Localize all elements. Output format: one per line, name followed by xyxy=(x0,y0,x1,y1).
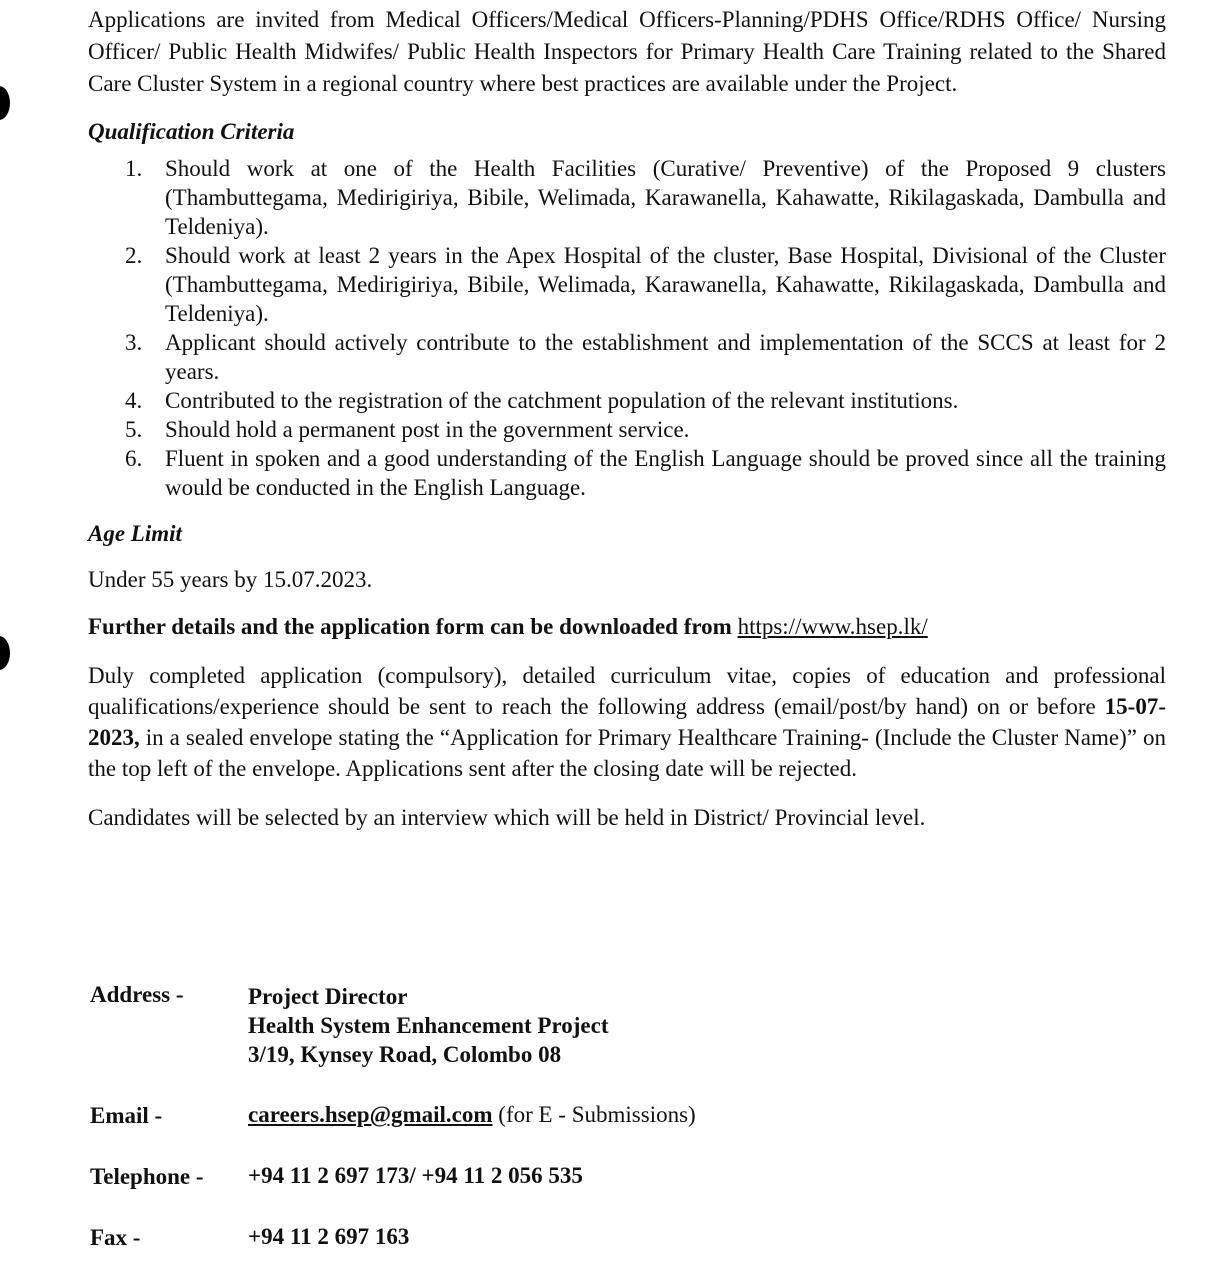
list-number: 3. xyxy=(125,330,143,355)
further-details-text: Further details and the application form can be downloaded from xyxy=(88,614,738,639)
list-item-text: Fluent in spoken and a good understanding of the English Language should be proved since all the training would be conducted in the English Language. xyxy=(165,446,1166,500)
email-label: Email - xyxy=(90,1103,163,1128)
address-line: 3/19, Kynsey Road, Colombo 08 xyxy=(248,1042,562,1067)
age-limit-heading: Age Limit xyxy=(88,521,182,546)
list-item-text: Contributed to the registration of the catchment population of the relevant institutions. xyxy=(165,388,959,413)
email-link[interactable]: careers.hsep@gmail.com xyxy=(248,1102,493,1127)
list-item xyxy=(125,154,1166,241)
submission-text: Duly completed application (compulsory), detailed curriculum vitae, copies of education and professional qualifications/experience should be sent to reach the following address (email/post/by hand) on or before xyxy=(88,663,1166,719)
submission-paragraph xyxy=(88,660,1166,784)
age-limit-text: Under 55 years by 15.07.2023. xyxy=(88,567,373,592)
website-link[interactable]: https://www.hsep.lk/ xyxy=(737,614,928,639)
list-item-text: Applicant should actively contribute to the establishment and implementation of the SCCS at least for 2 years. xyxy=(165,330,1166,384)
list-number: 2. xyxy=(125,243,143,268)
address-line: Project Director xyxy=(248,984,408,1009)
list-item-text: Should hold a permanent post in the government service. xyxy=(165,417,690,442)
telephone-label: Telephone - xyxy=(90,1164,204,1189)
submission-text: in a sealed envelope stating the “Application for Primary Healthcare Training- (Include the Cluster Name)” on the top left of the envelope. Applications sent after the closing date will be rejected. xyxy=(88,725,1166,781)
address-label: Address - xyxy=(90,982,184,1007)
document-page xyxy=(88,4,1166,833)
further-details-line xyxy=(88,611,1166,642)
list-item xyxy=(125,386,1166,415)
list-item-text: Should work at least 2 years in the Apex Hospital of the cluster, Base Hospital, Divisional of the Cluster (Thambuttegama, Medirigiriya, Bibile, Welimada, Karawanella, Kahawatte, Rikilagaskada, Dambulla and Teldeniya). xyxy=(165,243,1166,326)
punch-hole-mark xyxy=(0,636,10,670)
interview-paragraph: Candidates will be selected by an interview which will be held in District/ Provincial level. xyxy=(88,805,926,830)
email-row xyxy=(248,1100,696,1129)
telephone-value: +94 11 2 697 173/ +94 11 2 056 535 xyxy=(248,1163,583,1188)
list-number: 1. xyxy=(125,156,143,181)
list-item-text: Should work at one of the Health Facilities (Curative/ Preventive) of the Proposed 9 clusters (Thambuttegama, Medirigiriya, Bibile, Welimada, Karawanella, Kahawatte, Rikilagaskada, Dambulla and Teldeniya). xyxy=(165,156,1166,239)
list-number: 4. xyxy=(125,388,143,413)
qualification-heading: Qualification Criteria xyxy=(88,119,295,144)
fax-value: +94 11 2 697 163 xyxy=(248,1224,410,1249)
qualification-list xyxy=(88,154,1166,502)
fax-label: Fax - xyxy=(90,1225,141,1250)
list-item xyxy=(125,328,1166,386)
list-item xyxy=(125,444,1166,502)
list-number: 5. xyxy=(125,417,143,442)
intro-paragraph: Applications are invited from Medical Officers/Medical Officers-Planning/PDHS Office/RDHS Office/ Nursing Officer/ Public Health Midwifes/ Public Health Inspectors for Primary Health Care Training related to the Shared Care Cluster System in a regional country where best practices are available under the Project. xyxy=(88,7,1166,96)
email-note: (for E - Submissions) xyxy=(492,1102,696,1127)
punch-hole-mark xyxy=(0,86,10,120)
address-line: Health System Enhancement Project xyxy=(248,1013,609,1038)
list-item xyxy=(125,415,1166,444)
list-item xyxy=(125,241,1166,328)
list-number: 6. xyxy=(125,446,143,471)
deadline-date: 15-07-2023, xyxy=(88,694,1166,750)
